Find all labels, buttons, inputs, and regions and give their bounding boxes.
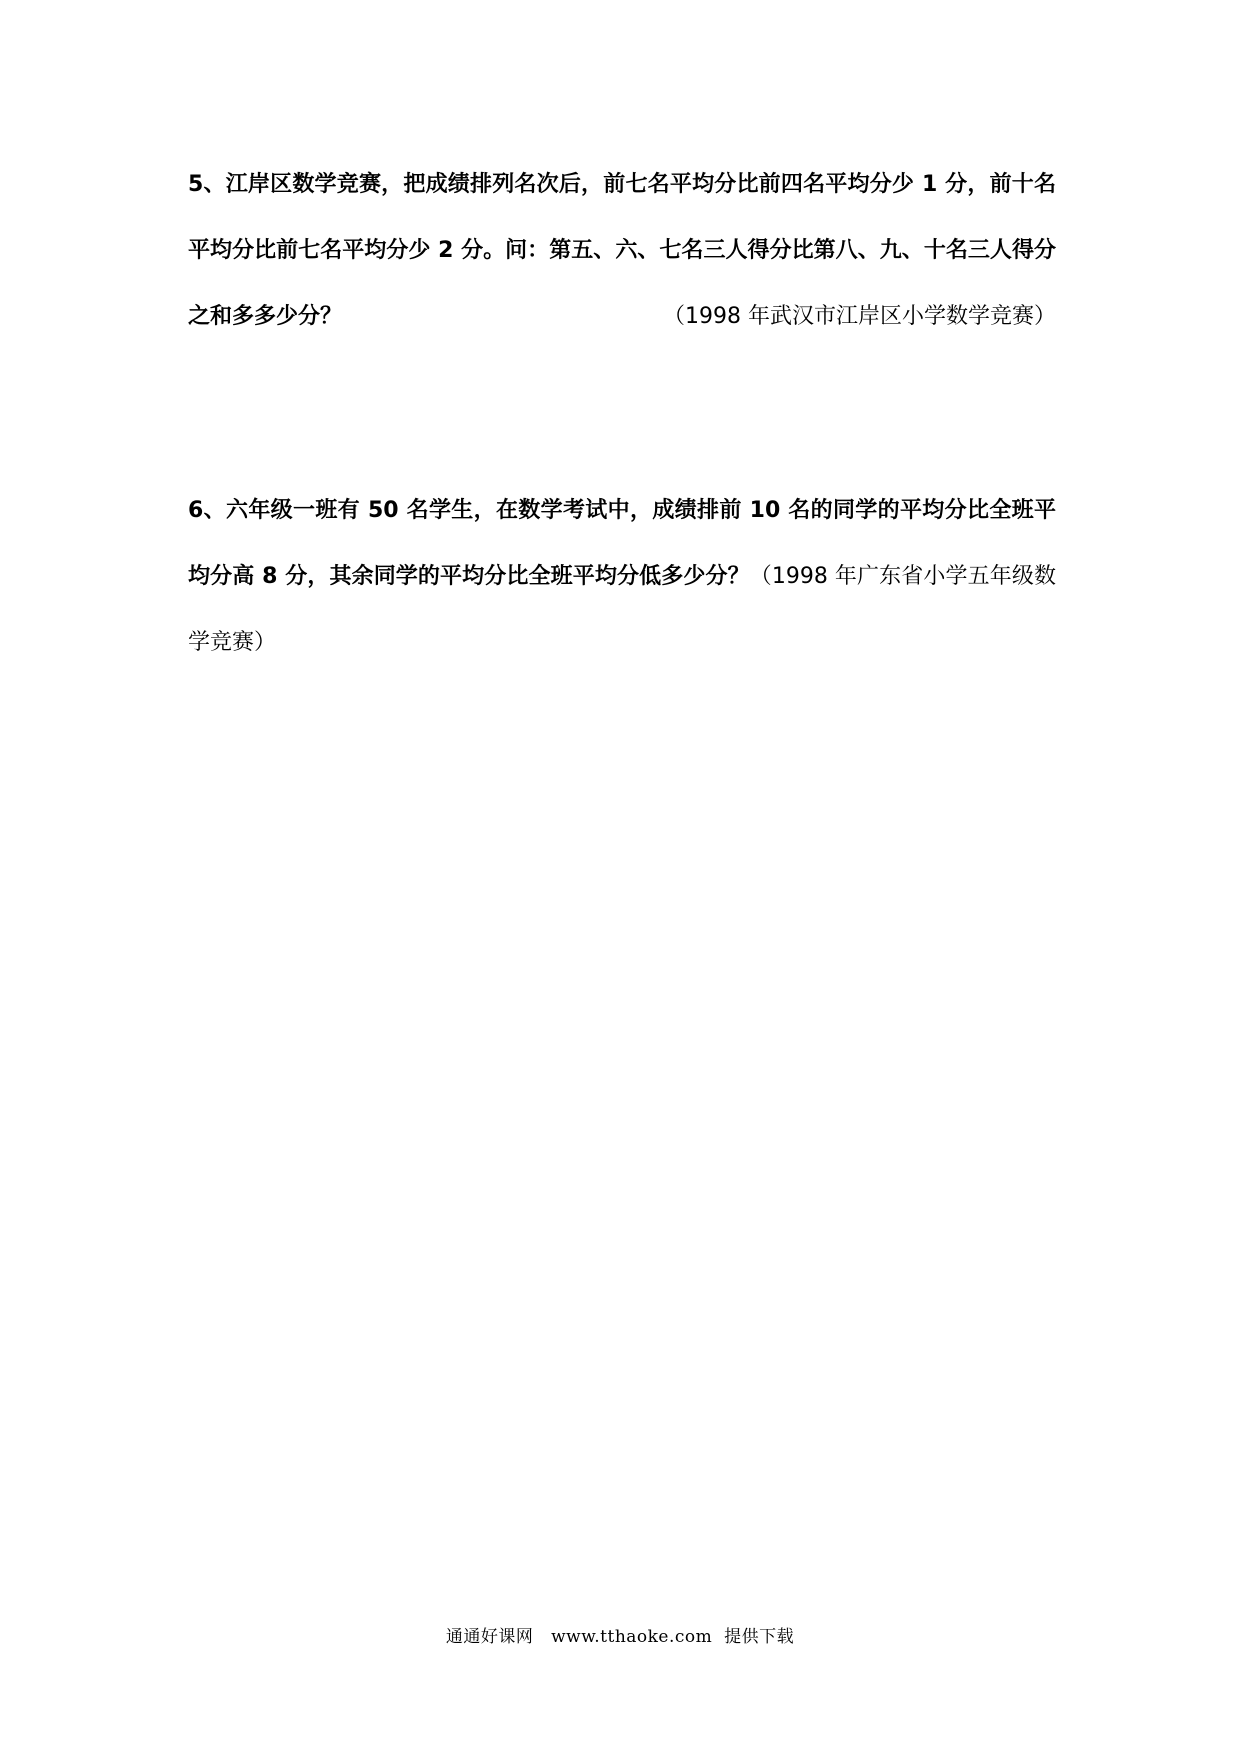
problem-6-source: （1998 年广东省小学五年级数学竞赛） (188, 564, 1056, 655)
footer-url[interactable]: www.tthaoke.com (551, 1627, 713, 1647)
footer-suffix: 提供下载 (724, 1627, 795, 1647)
page-footer (0, 1622, 1240, 1647)
problem-6 (188, 478, 1056, 676)
problem-5-source: （1998 年武汉市江岸区小学数学竞赛） (663, 304, 1056, 329)
problem-6-text: 6、六年级一班有 50 名学生，在数学考试中，成绩排前 10 名的同学的平均分比全班平均分高 8 分，其余同学的平均分比全班平均分低多少分？ (188, 498, 1056, 589)
footer-site-name: 通通好课网 (445, 1627, 534, 1647)
problem-5 (188, 152, 1056, 350)
problem-5-text: 5、江岸区数学竞赛，把成绩排列名次后，前七名平均分比前四名平均分少 1 分，前十名平均分比前七名平均分少 2 分。问：第五、六、七名三人得分比第八、九、十名三人得分之和多多少分？ (188, 172, 1056, 329)
